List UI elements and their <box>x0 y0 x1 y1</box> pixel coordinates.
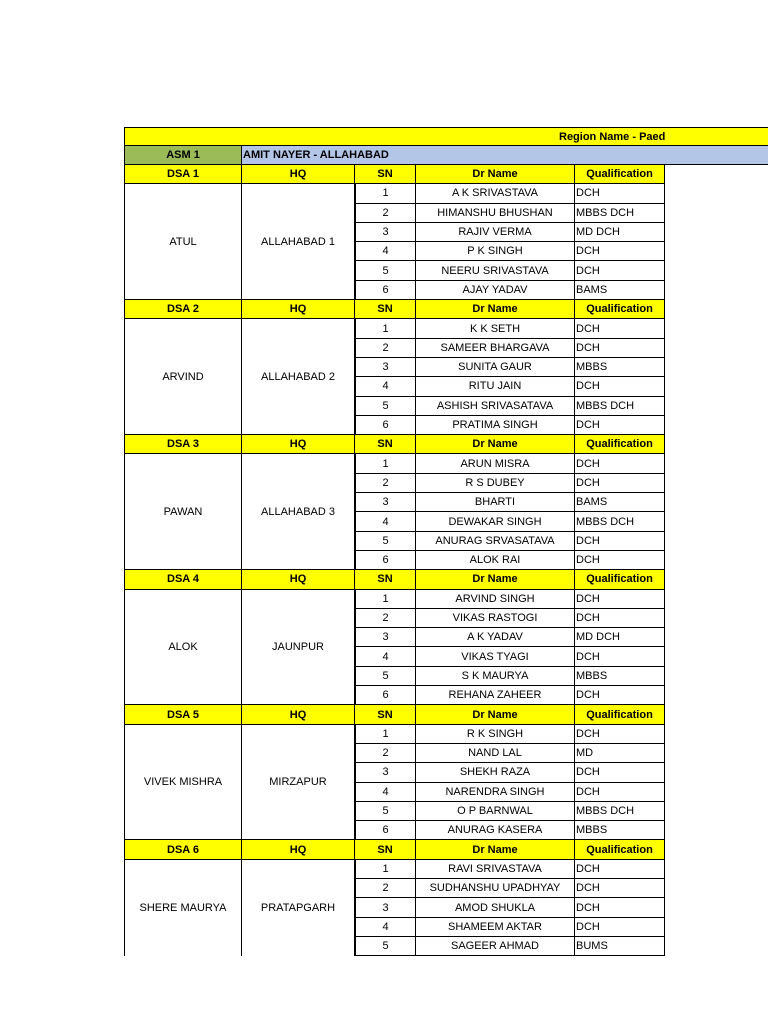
sn-cell[interactable]: 3 <box>355 898 416 917</box>
dsa-label-cell[interactable]: DSA 5 <box>124 705 242 724</box>
sn-cell[interactable]: 6 <box>355 416 416 435</box>
dr-name-cell[interactable]: NARENDRA SINGH <box>416 783 575 802</box>
hq-cell[interactable]: ALLAHABAD 2 <box>242 319 355 435</box>
sn-cell[interactable]: 2 <box>355 474 416 493</box>
dr-name-cell[interactable]: SHAMEEM AKTAR <box>416 918 575 937</box>
sn-cell[interactable]: 3 <box>355 628 416 647</box>
qualification-cell[interactable]: DCH <box>575 918 665 937</box>
doctor-row <box>124 416 768 435</box>
qualification-cell[interactable]: DCH <box>575 647 665 666</box>
sn-header-cell[interactable]: SN <box>355 705 416 724</box>
hq-header-cell[interactable]: HQ <box>242 165 355 184</box>
dr-name-header-cell[interactable]: Dr Name <box>416 840 575 859</box>
sn-cell[interactable]: 4 <box>355 377 416 396</box>
doctor-row <box>124 667 768 686</box>
dr-name-cell[interactable]: SHEKH RAZA <box>416 763 575 782</box>
dr-name-cell[interactable]: S K MAURYA <box>416 667 575 686</box>
dsa-group <box>124 435 768 570</box>
sn-cell[interactable]: 4 <box>355 918 416 937</box>
qualification-cell[interactable]: DCH <box>575 783 665 802</box>
hq-header-cell[interactable]: HQ <box>242 840 355 859</box>
doctor-row <box>124 879 768 898</box>
sn-cell[interactable]: 3 <box>355 763 416 782</box>
qualification-cell[interactable]: DCH <box>575 454 665 473</box>
sn-cell[interactable]: 2 <box>355 879 416 898</box>
qualification-cell[interactable]: DCH <box>575 860 665 879</box>
sn-cell[interactable]: 1 <box>355 184 416 203</box>
qualification-cell[interactable]: BAMS <box>575 493 665 512</box>
sn-cell[interactable]: 1 <box>355 590 416 609</box>
dr-name-cell[interactable]: AJAY YADAV <box>416 281 575 300</box>
sn-cell[interactable]: 5 <box>355 937 416 956</box>
dsa-header-row <box>124 705 768 724</box>
dr-name-cell[interactable]: K K SETH <box>416 319 575 338</box>
sn-cell[interactable]: 5 <box>355 397 416 416</box>
dr-name-cell[interactable]: R S DUBEY <box>416 474 575 493</box>
sn-cell[interactable]: 5 <box>355 532 416 551</box>
dsa-label-cell[interactable]: DSA 2 <box>124 300 242 319</box>
dsa-body <box>124 725 768 841</box>
sn-cell[interactable]: 4 <box>355 647 416 666</box>
sn-cell[interactable]: 3 <box>355 493 416 512</box>
sn-header-cell[interactable]: SN <box>355 840 416 859</box>
dsa-body <box>124 590 768 706</box>
dr-name-cell[interactable]: SUNITA GAUR <box>416 358 575 377</box>
doctor-row <box>124 532 768 551</box>
dsa-groups <box>124 165 768 956</box>
region-name-label: Region Name - Paed <box>559 130 666 143</box>
sn-header-cell[interactable]: SN <box>355 570 416 589</box>
hq-cell[interactable]: MIRZAPUR <box>242 725 355 841</box>
dsa-name-cell[interactable]: VIVEK MISHRA <box>124 725 242 841</box>
qualification-cell[interactable]: MD <box>575 744 665 763</box>
asm-value-cell[interactable]: AMIT NAYER - ALLAHABAD <box>242 146 768 165</box>
sn-cell[interactable]: 1 <box>355 860 416 879</box>
doctor-row <box>124 686 768 705</box>
doctor-row <box>124 184 768 203</box>
sn-cell[interactable]: 2 <box>355 609 416 628</box>
qualification-header-cell[interactable]: Qualification <box>575 840 665 859</box>
qualification-cell[interactable]: MBBS <box>575 358 665 377</box>
dr-name-cell[interactable]: R K SINGH <box>416 725 575 744</box>
dr-name-cell[interactable]: HIMANSHU BHUSHAN <box>416 204 575 223</box>
dr-name-header-cell[interactable]: Dr Name <box>416 435 575 454</box>
sn-header-cell[interactable]: SN <box>355 435 416 454</box>
qualification-cell[interactable]: MD DCH <box>575 628 665 647</box>
dsa-group <box>124 570 768 705</box>
dr-name-cell[interactable]: RAVI SRIVASTAVA <box>416 860 575 879</box>
qualification-cell[interactable]: MBBS DCH <box>575 204 665 223</box>
qualification-cell[interactable]: DCH <box>575 590 665 609</box>
sn-cell[interactable]: 6 <box>355 821 416 840</box>
doctor-row <box>124 590 768 609</box>
dr-name-cell[interactable]: SAGEER AHMAD <box>416 937 575 956</box>
sn-cell[interactable]: 4 <box>355 783 416 802</box>
qualification-cell[interactable]: DCH <box>575 339 665 358</box>
dsa-label-cell[interactable]: DSA 4 <box>124 570 242 589</box>
doctor-row <box>124 281 768 300</box>
qualification-header-cell[interactable]: Qualification <box>575 705 665 724</box>
dr-name-cell[interactable]: NAND LAL <box>416 744 575 763</box>
doctor-row <box>124 860 768 879</box>
asm-label-cell[interactable]: ASM 1 <box>124 146 242 165</box>
qualification-cell[interactable]: DCH <box>575 725 665 744</box>
sn-header-cell[interactable]: SN <box>355 300 416 319</box>
dsa-header-row <box>124 300 768 319</box>
doctor-row <box>124 898 768 917</box>
qualification-cell[interactable]: DCH <box>575 474 665 493</box>
dr-name-cell[interactable]: SAMEER BHARGAVA <box>416 339 575 358</box>
qualification-cell[interactable]: DCH <box>575 261 665 280</box>
qualification-cell[interactable]: DCH <box>575 184 665 203</box>
hq-header-cell[interactable]: HQ <box>242 435 355 454</box>
qualification-cell[interactable]: DCH <box>575 763 665 782</box>
hq-cell[interactable]: PRATAPGARH <box>242 860 355 957</box>
doctor-row <box>124 918 768 937</box>
doctor-row <box>124 474 768 493</box>
dr-name-header-cell[interactable]: Dr Name <box>416 570 575 589</box>
sn-cell[interactable]: 4 <box>355 512 416 531</box>
dr-name-cell[interactable]: ANURAG KASERA <box>416 821 575 840</box>
dsa-body <box>124 860 768 957</box>
doctor-row <box>124 647 768 666</box>
dsa-group <box>124 165 768 300</box>
dsa-body <box>124 184 768 300</box>
dr-name-header-cell[interactable]: Dr Name <box>416 165 575 184</box>
doctor-row <box>124 223 768 242</box>
dsa-group <box>124 840 768 956</box>
dr-name-cell[interactable]: REHANA ZAHEER <box>416 686 575 705</box>
doctor-row <box>124 512 768 531</box>
sn-cell[interactable]: 6 <box>355 281 416 300</box>
sn-cell[interactable]: 5 <box>355 667 416 686</box>
doctor-row <box>124 242 768 261</box>
dsa-label-cell[interactable]: DSA 3 <box>124 435 242 454</box>
doctor-row <box>124 725 768 744</box>
doctor-row <box>124 493 768 512</box>
qualification-cell[interactable]: DCH <box>575 242 665 261</box>
dsa-name-cell[interactable]: SHERE MAURYA <box>124 860 242 957</box>
qualification-cell[interactable]: DCH <box>575 377 665 396</box>
dsa-group <box>124 300 768 435</box>
dr-name-header-cell[interactable]: Dr Name <box>416 705 575 724</box>
region-bar[interactable] <box>124 127 768 146</box>
qualification-cell[interactable]: DCH <box>575 319 665 338</box>
sn-cell[interactable]: 5 <box>355 802 416 821</box>
doctor-row <box>124 802 768 821</box>
qualification-cell[interactable]: MBBS DCH <box>575 512 665 531</box>
qualification-header-cell[interactable]: Qualification <box>575 435 665 454</box>
qualification-cell[interactable]: MBBS DCH <box>575 802 665 821</box>
dr-name-cell[interactable]: O P BARNWAL <box>416 802 575 821</box>
sn-cell[interactable]: 6 <box>355 551 416 570</box>
sn-cell[interactable]: 1 <box>355 725 416 744</box>
dsa-name-cell[interactable]: ATUL <box>124 184 242 300</box>
qualification-header-cell[interactable]: Qualification <box>575 300 665 319</box>
dsa-body <box>124 454 768 570</box>
sn-cell[interactable]: 3 <box>355 358 416 377</box>
hq-cell[interactable]: JAUNPUR <box>242 590 355 706</box>
doctor-row <box>124 551 768 570</box>
dr-name-cell[interactable]: RITU JAIN <box>416 377 575 396</box>
dr-name-cell[interactable]: RAJIV VERMA <box>416 223 575 242</box>
hq-header-cell[interactable]: HQ <box>242 705 355 724</box>
sn-cell[interactable]: 6 <box>355 686 416 705</box>
qualification-cell[interactable]: DCH <box>575 532 665 551</box>
dr-name-cell[interactable]: PRATIMA SINGH <box>416 416 575 435</box>
dsa-name-cell[interactable]: PAWAN <box>124 454 242 570</box>
qualification-cell[interactable]: MBBS <box>575 667 665 686</box>
dsa-name-cell[interactable]: ALOK <box>124 590 242 706</box>
dr-name-cell[interactable]: A K YADAV <box>416 628 575 647</box>
sn-cell[interactable]: 2 <box>355 744 416 763</box>
sn-cell[interactable]: 3 <box>355 223 416 242</box>
hq-cell[interactable]: ALLAHABAD 3 <box>242 454 355 570</box>
qualification-cell[interactable]: DCH <box>575 898 665 917</box>
doctor-row <box>124 763 768 782</box>
dr-name-header-cell[interactable]: Dr Name <box>416 300 575 319</box>
hq-cell[interactable]: ALLAHABAD 1 <box>242 184 355 300</box>
dr-name-cell[interactable]: VIKAS RASTOGI <box>416 609 575 628</box>
hq-header-cell[interactable]: HQ <box>242 570 355 589</box>
doctor-row <box>124 609 768 628</box>
doctor-row <box>124 454 768 473</box>
dr-name-cell[interactable]: BHARTI <box>416 493 575 512</box>
qualification-cell[interactable]: MBBS DCH <box>575 397 665 416</box>
dr-name-cell[interactable]: NEERU SRIVASTAVA <box>416 261 575 280</box>
qualification-cell[interactable]: DCH <box>575 416 665 435</box>
doctor-row <box>124 821 768 840</box>
dsa-header-row <box>124 435 768 454</box>
doctor-row <box>124 319 768 338</box>
dr-name-cell[interactable]: ASHISH SRIVASATAVA <box>416 397 575 416</box>
sn-cell[interactable]: 1 <box>355 319 416 338</box>
doctor-row <box>124 783 768 802</box>
qualification-header-cell[interactable]: Qualification <box>575 165 665 184</box>
sn-cell[interactable]: 4 <box>355 242 416 261</box>
dr-name-cell[interactable]: ARVIND SINGH <box>416 590 575 609</box>
dr-name-cell[interactable]: DEWAKAR SINGH <box>416 512 575 531</box>
dr-name-cell[interactable]: ARUN MISRA <box>416 454 575 473</box>
dr-name-cell[interactable]: SUDHANSHU UPADHYAY <box>416 879 575 898</box>
sn-cell[interactable]: 2 <box>355 204 416 223</box>
dr-name-cell[interactable]: ALOK RAI <box>416 551 575 570</box>
dr-name-cell[interactable]: P K SINGH <box>416 242 575 261</box>
qualification-cell[interactable]: DCH <box>575 551 665 570</box>
qualification-cell[interactable]: DCH <box>575 609 665 628</box>
doctor-row <box>124 204 768 223</box>
spreadsheet-sheet <box>124 127 768 956</box>
qualification-cell[interactable]: BAMS <box>575 281 665 300</box>
qualification-cell[interactable]: DCH <box>575 686 665 705</box>
qualification-cell[interactable]: DCH <box>575 879 665 898</box>
dr-name-cell[interactable]: AMOD SHUKLA <box>416 898 575 917</box>
doctor-row <box>124 397 768 416</box>
sn-header-cell[interactable]: SN <box>355 165 416 184</box>
doctor-row <box>124 261 768 280</box>
dsa-label-cell[interactable]: DSA 6 <box>124 840 242 859</box>
dsa-label-cell[interactable]: DSA 1 <box>124 165 242 184</box>
doctor-row <box>124 937 768 956</box>
dsa-body <box>124 319 768 435</box>
sn-cell[interactable]: 2 <box>355 339 416 358</box>
sn-cell[interactable]: 5 <box>355 261 416 280</box>
doctor-row <box>124 628 768 647</box>
qualification-header-cell[interactable]: Qualification <box>575 570 665 589</box>
asm-row <box>124 146 768 165</box>
doctor-row <box>124 744 768 763</box>
dsa-header-row <box>124 570 768 589</box>
qualification-cell[interactable]: MD DCH <box>575 223 665 242</box>
qualification-cell[interactable]: MBBS <box>575 821 665 840</box>
dsa-header-row <box>124 165 768 184</box>
doctor-row <box>124 358 768 377</box>
doctor-row <box>124 339 768 358</box>
dr-name-cell[interactable]: A K SRIVASTAVA <box>416 184 575 203</box>
hq-header-cell[interactable]: HQ <box>242 300 355 319</box>
dsa-name-cell[interactable]: ARVIND <box>124 319 242 435</box>
dr-name-cell[interactable]: VIKAS TYAGI <box>416 647 575 666</box>
dr-name-cell[interactable]: ANURAG SRVASATAVA <box>416 532 575 551</box>
sn-cell[interactable]: 1 <box>355 454 416 473</box>
qualification-cell[interactable]: BUMS <box>575 937 665 956</box>
doctor-row <box>124 377 768 396</box>
dsa-header-row <box>124 840 768 859</box>
dsa-group <box>124 705 768 840</box>
